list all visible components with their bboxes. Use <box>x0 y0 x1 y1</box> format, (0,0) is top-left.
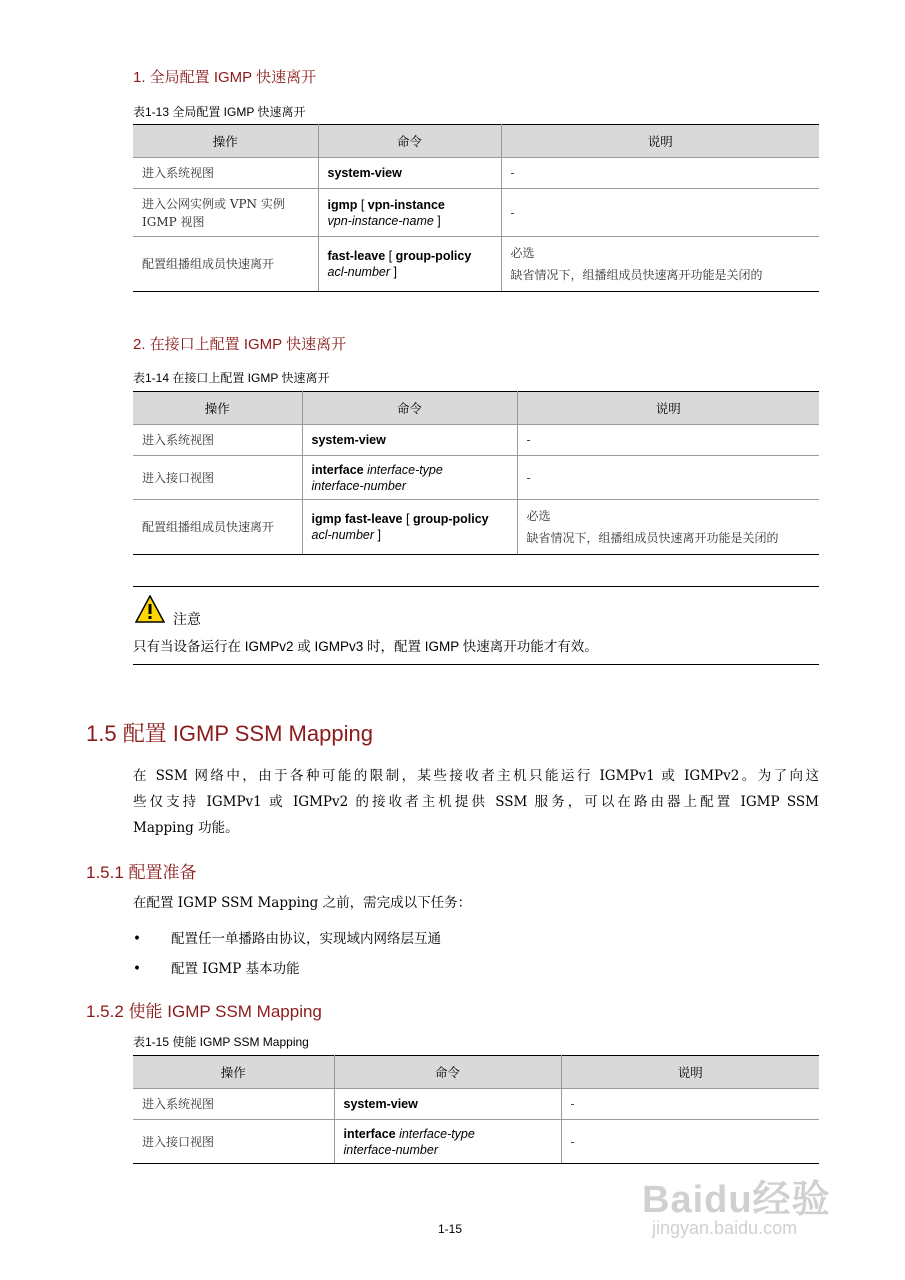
desc-cell: 必选 缺省情况下，组播组成员快速离开功能是关闭的 <box>517 500 819 555</box>
paragraph: 在 SSM 网络中，由于各种可能的限制，某些接收者主机只能运行 IGMPv1 或 IGMPv2。为了向这 些仅支持 IGMPv1 或 IGMPv2 的接收者主机提供 SSM 服务，可以在路由器上配置 IGMP SSM Mapping 功能。 <box>133 768 819 836</box>
table-1-15 <box>133 1055 819 1164</box>
table-row <box>133 158 819 189</box>
table-1-13 <box>133 124 819 292</box>
desc-cell: - <box>501 158 819 189</box>
baidu-watermark-url: jingyan.baidu.com <box>652 1218 798 1238</box>
table-row <box>133 189 819 237</box>
col-header: 说明 <box>501 125 819 158</box>
desc-cell: - <box>561 1089 819 1120</box>
cmd-cell: fast-leave [ group-policy acl-number ] <box>318 237 501 292</box>
cmd-cell: system-view <box>318 158 501 189</box>
cmd-cell: system-view <box>302 425 517 456</box>
op-cell: 进入接口视图 <box>133 1120 334 1164</box>
cmd-cell: interface interface-type interface-number <box>334 1120 561 1164</box>
col-header: 说明 <box>561 1056 819 1089</box>
note-label: 注意 <box>173 611 201 627</box>
desc-cell: 必选 缺省情况下，组播组成员快速离开功能是关闭的 <box>501 237 819 292</box>
op-cell: 进入系统视图 <box>133 158 318 189</box>
desc-cell: - <box>517 425 819 456</box>
bullet-icon: • <box>133 931 141 947</box>
table-caption: 表1-13 全局配置 IGMP 快速离开 <box>133 105 306 119</box>
bullet-icon: • <box>133 961 141 977</box>
warning-triangle-icon <box>135 595 165 623</box>
op-cell: 进入接口视图 <box>133 456 302 500</box>
list-item: • 配置 IGMP 基本功能 <box>133 956 300 982</box>
col-header: 说明 <box>517 392 819 425</box>
col-header: 命令 <box>318 125 501 158</box>
table-row <box>133 500 819 555</box>
table-caption: 表1-14 在接口上配置 IGMP 快速离开 <box>133 371 330 385</box>
op-cell: 进入系统视图 <box>133 1089 334 1120</box>
table-row <box>133 456 819 500</box>
cmd-cell: igmp fast-leave [ group-policy acl-number ] <box>302 500 517 555</box>
section-title-global: 1. 全局配置 IGMP 快速离开 <box>133 69 317 86</box>
desc-cell: - <box>561 1120 819 1164</box>
list-item: • 配置任一单播路由协议，实现域内网络层互通 <box>133 926 441 952</box>
baidu-watermark-logo: Baidu经验 <box>642 1179 831 1221</box>
op-cell: 配置组播组成员快速离开 <box>133 500 302 555</box>
section-heading-1-5-2: 1.5.2 使能 IGMP SSM Mapping <box>86 1002 322 1021</box>
cmd-cell: system-view <box>334 1089 561 1120</box>
col-header: 操作 <box>133 392 302 425</box>
table-row <box>133 1089 819 1120</box>
op-cell: 进入系统视图 <box>133 425 302 456</box>
cmd-cell: igmp [ vpn-instance vpn-instance-name ] <box>318 189 501 237</box>
col-header: 命令 <box>302 392 517 425</box>
intro-text: 在配置 IGMP SSM Mapping 之前，需完成以下任务： <box>133 895 472 911</box>
table-row <box>133 425 819 456</box>
op-cell: 进入公网实例或 VPN 实例 IGMP 视图 <box>133 189 318 237</box>
table-row <box>133 1120 819 1164</box>
cmd-cell: interface interface-type interface-number <box>302 456 517 500</box>
col-header: 操作 <box>133 125 318 158</box>
table-1-14 <box>133 391 819 555</box>
table-row <box>133 237 819 292</box>
col-header: 操作 <box>133 1056 334 1089</box>
desc-cell: - <box>517 456 819 500</box>
page-number: 1-15 <box>438 1222 463 1236</box>
section-heading-1-5: 1.5 配置 IGMP SSM Mapping <box>86 721 373 746</box>
table-caption: 表1-15 使能 IGMP SSM Mapping <box>133 1035 309 1049</box>
desc-cell: - <box>501 189 819 237</box>
section-heading-1-5-1: 1.5.1 配置准备 <box>86 863 197 882</box>
caution-note <box>133 586 819 665</box>
section-title-interface: 2. 在接口上配置 IGMP 快速离开 <box>133 336 347 353</box>
col-header: 命令 <box>334 1056 561 1089</box>
note-text: 只有当设备运行在 IGMPv2 或 IGMPv3 时，配置 IGMP 快速离开功能才有效。 <box>133 639 598 654</box>
op-cell: 配置组播组成员快速离开 <box>133 237 318 292</box>
